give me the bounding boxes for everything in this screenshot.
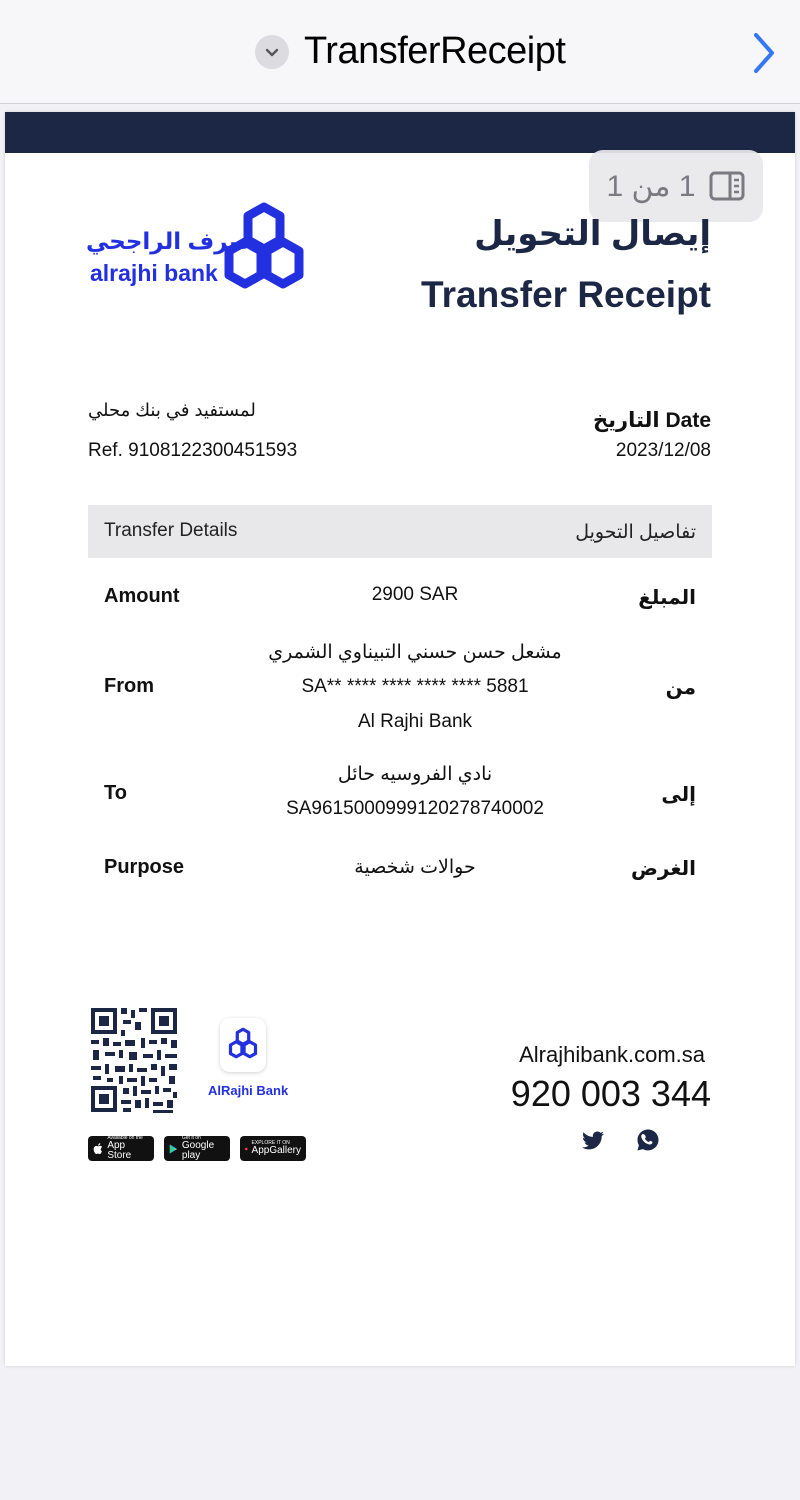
to-label-ar: إلى bbox=[661, 784, 696, 806]
top-bar bbox=[0, 0, 800, 104]
title-dropdown-button[interactable] bbox=[255, 35, 289, 69]
phone-number[interactable]: 920 003 344 bbox=[510, 1073, 711, 1114]
purpose-label-ar: الغرض bbox=[631, 858, 696, 880]
date-value: 2023/12/08 bbox=[615, 440, 711, 461]
transfer-details-header bbox=[88, 505, 712, 558]
website-link[interactable]: Alrajhibank.com.sa bbox=[519, 1042, 705, 1067]
huawei-icon bbox=[245, 1143, 248, 1155]
page-count-label: 1 من 1 bbox=[606, 169, 696, 203]
twitter-icon[interactable] bbox=[581, 1129, 605, 1153]
app-icon[interactable] bbox=[220, 1018, 266, 1072]
details-header-ar: تفاصيل التحويل bbox=[575, 522, 696, 543]
amount-value: 2900 SAR bbox=[371, 584, 459, 605]
app-store-label: App Store bbox=[107, 1140, 132, 1161]
app-name: AlRajhi Bank bbox=[208, 1083, 289, 1098]
from-label-en: From bbox=[104, 675, 154, 697]
reference-number: Ref. 9108122300451593 bbox=[88, 440, 298, 461]
to-account: SA9615000999120278740002 bbox=[286, 798, 544, 819]
alrajhi-app-logo-icon bbox=[228, 1027, 258, 1063]
google-play-icon bbox=[169, 1143, 178, 1155]
app-store-small: Available on the bbox=[107, 1135, 143, 1141]
from-bank: Al Rajhi Bank bbox=[357, 711, 473, 732]
google-play-badge[interactable] bbox=[164, 1136, 230, 1161]
to-name: نادي الفروسيه حائل bbox=[337, 764, 493, 785]
appgallery-small: EXPLORE IT ON bbox=[251, 1140, 290, 1146]
chevron-right-icon[interactable] bbox=[748, 30, 778, 76]
to-label-en: To bbox=[104, 782, 127, 804]
whatsapp-icon[interactable] bbox=[636, 1128, 660, 1152]
sidebar-toggle-icon[interactable] bbox=[709, 170, 745, 202]
alrajhi-logo-icon bbox=[222, 202, 306, 300]
details-header-en: Transfer Details bbox=[104, 520, 238, 541]
receipt-title-ar: إيصال التحويل bbox=[474, 215, 711, 253]
appgallery-badge[interactable] bbox=[240, 1136, 306, 1161]
google-play-small: Get it on bbox=[181, 1135, 201, 1141]
amount-label-ar: المبلغ bbox=[638, 587, 696, 609]
bank-name-ar: مصرف الراجحي bbox=[86, 228, 266, 254]
document-title: TransferReceipt bbox=[304, 30, 566, 72]
amount-label-en: Amount bbox=[104, 585, 180, 607]
apple-icon bbox=[93, 1142, 103, 1155]
header-band bbox=[5, 112, 795, 153]
bank-name-en: alrajhi bank bbox=[90, 260, 218, 286]
from-account: SA** **** **** **** **** 5881 bbox=[301, 676, 529, 697]
page-indicator[interactable] bbox=[589, 150, 763, 222]
date-label: التاريخ Date bbox=[592, 409, 711, 432]
from-name: مشعل حسن حسني التبيناوي الشمري bbox=[268, 642, 562, 663]
google-play-label: Google play bbox=[181, 1140, 215, 1161]
qr-code bbox=[89, 1006, 179, 1114]
app-store-badge[interactable] bbox=[88, 1136, 154, 1161]
appgallery-label: AppGallery bbox=[251, 1145, 301, 1156]
purpose-value: حوالات شخصية bbox=[354, 857, 476, 878]
receipt-title-en: Transfer Receipt bbox=[421, 274, 711, 315]
chevron-down-icon bbox=[264, 44, 280, 60]
beneficiary-type: لمستفيد في بنك محلي bbox=[88, 400, 256, 420]
purpose-label-en: Purpose bbox=[104, 856, 185, 878]
from-label-ar: من bbox=[665, 677, 696, 699]
